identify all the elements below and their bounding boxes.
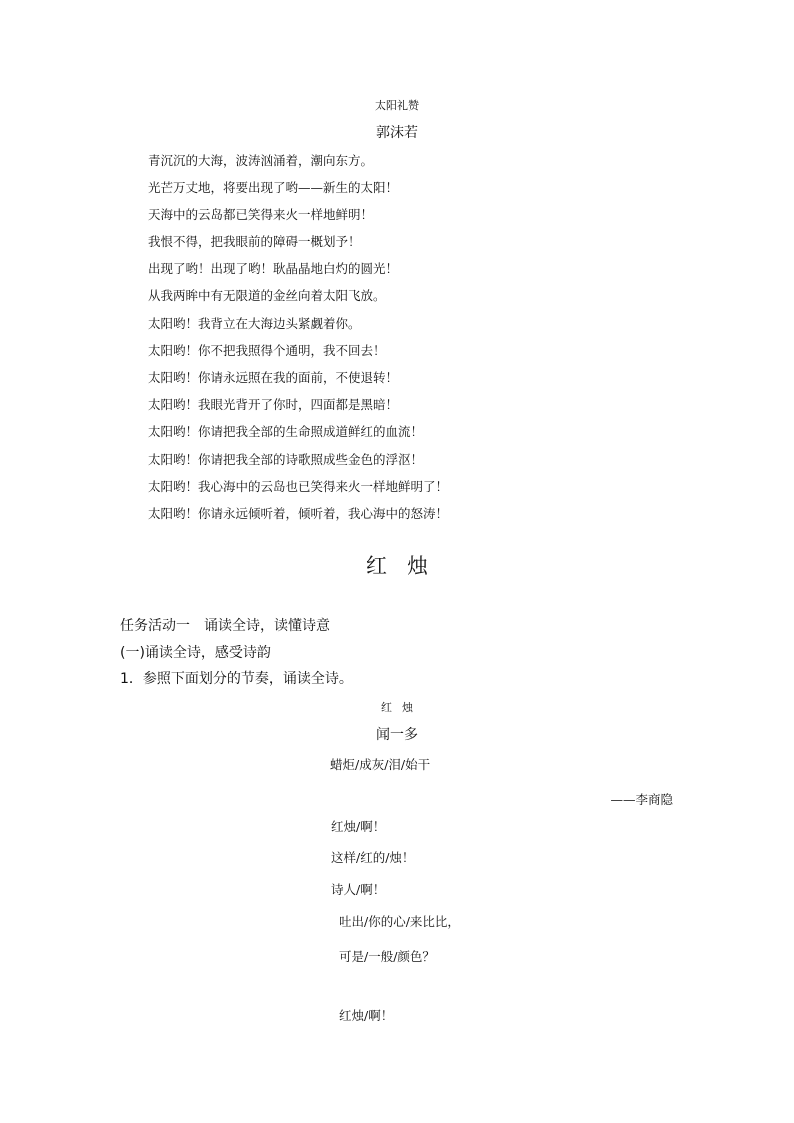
poem-line: 我恨不得，把我眼前的障碍一概划予！ — [148, 234, 361, 249]
poem-line: 红烛/啊！ — [339, 1008, 394, 1023]
poem-title: 太阳礼赞 — [375, 99, 419, 112]
task-subsection-heading: (一)诵读全诗，感受诗韵 — [120, 645, 271, 661]
poem-line: 太阳哟！你请把我全部的生命照成道鲜红的血流！ — [148, 424, 424, 439]
poem-line: 太阳哟！我背立在大海边头紧觑着你。 — [148, 316, 361, 331]
task-instruction: 1．参照下面划分的节奏，诵读全诗。 — [120, 671, 353, 687]
task-activity-heading: 任务活动一 诵读全诗，读懂诗意 — [120, 618, 330, 634]
poem-line: 这样/红的/烛！ — [331, 850, 415, 865]
poem-line: 太阳哟！你不把我照得个通明，我不回去！ — [148, 343, 386, 358]
poem-author: 闻一多 — [376, 727, 418, 743]
poem-line: 太阳哟！你请永远照在我的面前，不使退转！ — [148, 370, 399, 385]
poem-line: 诗人/啊！ — [331, 882, 386, 897]
poem-line: 吐出/你的心/来比比， — [339, 914, 460, 929]
poem-line: 从我两眸中有无限道的金丝向着太阳飞放。 — [148, 288, 386, 303]
section-title: 红烛 — [366, 554, 448, 578]
poem-title: 红烛 — [381, 701, 423, 714]
poem-line: 太阳哟！你请永远倾听着，倾听着，我心海中的怒涛！ — [148, 506, 449, 521]
poem-line: 红烛/啊！ — [331, 819, 386, 834]
poem-line: 光芒万丈地，将要出现了哟——新生的太阳！ — [148, 180, 399, 195]
poem-epigraph: 蜡炬/成灰/泪/始干 — [330, 757, 431, 772]
poem-line: 可是/一般/颜色？ — [339, 949, 435, 964]
poem-line: 天海中的云岛都已笑得来火一样地鲜明！ — [148, 207, 374, 222]
poem-line: 青沉沉的大海，波涛汹涌着，潮向东方。 — [148, 153, 374, 168]
poem-line: 出现了哟！出现了哟！耿晶晶地白灼的圆光！ — [148, 261, 399, 276]
poem-line: 太阳哟！你请把我全部的诗歌照成些金色的浮沤！ — [148, 452, 424, 467]
poem-author: 郭沫若 — [376, 125, 418, 141]
poem-line: 太阳哟！我眼光背开了你时，四面都是黑暗！ — [148, 397, 399, 412]
poem-line: 太阳哟！我心海中的云岛也已笑得来火一样地鲜明了！ — [148, 479, 449, 494]
epigraph-source: ——李商隐 — [610, 792, 673, 807]
